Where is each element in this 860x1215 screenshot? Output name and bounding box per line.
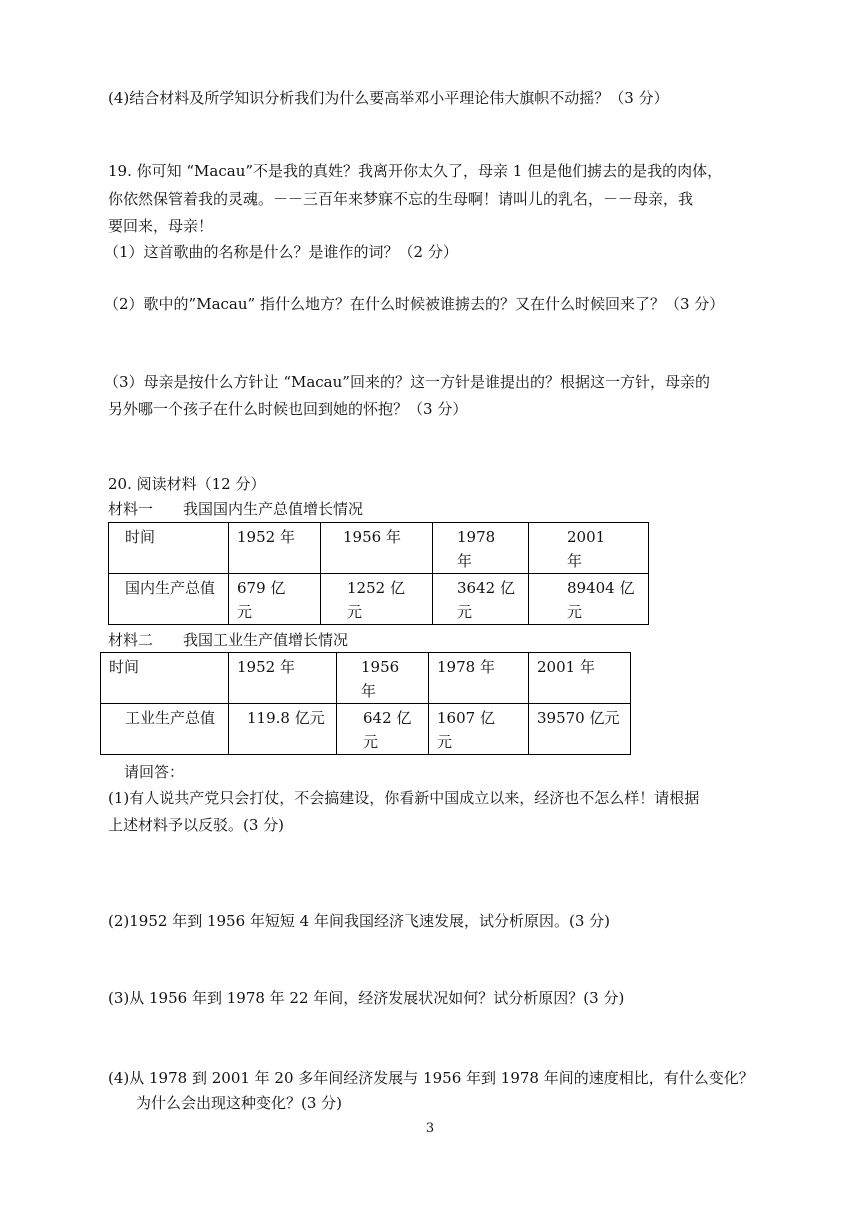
table-cell: 1952 年 bbox=[229, 523, 321, 574]
gdp-table-value-row bbox=[109, 574, 649, 625]
q19-part2: （2）歌中的”Macau” 指什么地方？在什么时候被谁掳去的？又在什么时候回来了？（3 分） bbox=[104, 295, 725, 313]
q19-stem-line3: 要回来，母亲！ bbox=[108, 217, 214, 235]
q20-prompt: 请回答： bbox=[124, 763, 185, 781]
q20-part4-line1: (4)从 1978 到 2001 年 20 多年间经济发展与 1956 年到 1978 年间的速度相比，有什么变化？ bbox=[108, 1069, 754, 1087]
q20-title: 20. 阅读材料（12 分） bbox=[108, 475, 266, 493]
q19-part3-line1: （3）母亲是按什么方针让 “Macau”回来的？这一方针是谁提出的？根据这一方针，母亲的 bbox=[104, 373, 710, 391]
table-cell: 642 亿元 bbox=[337, 704, 429, 755]
table-cell: 国内生产总值 bbox=[109, 574, 229, 625]
q20-part2: (2)1952 年到 1956 年短短 4 年间我国经济飞速发展，试分析原因。(3 分) bbox=[108, 912, 610, 930]
table-cell: 1956 年 bbox=[337, 653, 429, 704]
q19-stem-line1: 19. 你可知 “Macau”不是我的真姓？我离开你太久了，母亲 1 但是他们掳去的是我的肉体， bbox=[108, 162, 723, 180]
table-cell: 89404 亿元 bbox=[529, 574, 649, 625]
table-cell: 1978 年 bbox=[433, 523, 529, 574]
table-cell: 1607 亿元 bbox=[429, 704, 529, 755]
page-number: 3 bbox=[425, 1121, 435, 1136]
industrial-table-header-row bbox=[101, 653, 631, 704]
gdp-table-header-row bbox=[109, 523, 649, 574]
table-cell: 1952 年 bbox=[229, 653, 337, 704]
table-cell: 2001 年 bbox=[529, 523, 649, 574]
material2-caption: 材料二 我国工业生产值增长情况 bbox=[108, 631, 349, 649]
table-cell: 2001 年 bbox=[529, 653, 631, 704]
industrial-table-value-row bbox=[101, 704, 631, 755]
q19-part3-line2: 另外哪一个孩子在什么时候也回到她的怀抱？（3 分） bbox=[108, 400, 468, 418]
table-cell: 时间 bbox=[109, 523, 229, 574]
table-cell: 679 亿元 bbox=[229, 574, 321, 625]
q19-stem-line2: 你依然保管着我的灵魂。－－三百年来梦寐不忘的生母啊！请叫儿的乳名，－－母亲，我 bbox=[108, 190, 694, 208]
table-cell: 1978 年 bbox=[429, 653, 529, 704]
table-cell: 39570 亿元 bbox=[529, 704, 631, 755]
q20-part1-line2: 上述材料予以反驳。(3 分) bbox=[108, 816, 285, 834]
industrial-output-table bbox=[100, 652, 631, 755]
table-cell: 时间 bbox=[101, 653, 229, 704]
table-cell: 工业生产总值 bbox=[101, 704, 229, 755]
q20-part4-line2: 为什么会出现这种变化？(3 分) bbox=[136, 1094, 343, 1112]
gdp-table bbox=[108, 522, 649, 625]
q20-part3: (3)从 1956 年到 1978 年 22 年间，经济发展状况如何？试分析原因？(3 分) bbox=[108, 989, 625, 1007]
q19-part1: （1）这首歌曲的名称是什么？是谁作的词？（2 分） bbox=[104, 243, 458, 261]
table-cell: 1252 亿元 bbox=[321, 574, 433, 625]
material1-caption: 材料一 我国国内生产总值增长情况 bbox=[108, 500, 364, 518]
table-cell: 1956 年 bbox=[321, 523, 433, 574]
q20-part1-line1: (1)有人说共产党只会打仗，不会搞建设，你看新中国成立以来，经济也不怎么样！请根据 bbox=[108, 789, 700, 807]
q18-part4: (4)结合材料及所学知识分析我们为什么要高举邓小平理论伟大旗帜不动摇？（3 分） bbox=[108, 89, 669, 107]
table-cell: 119.8 亿元 bbox=[229, 704, 337, 755]
table-cell: 3642 亿元 bbox=[433, 574, 529, 625]
